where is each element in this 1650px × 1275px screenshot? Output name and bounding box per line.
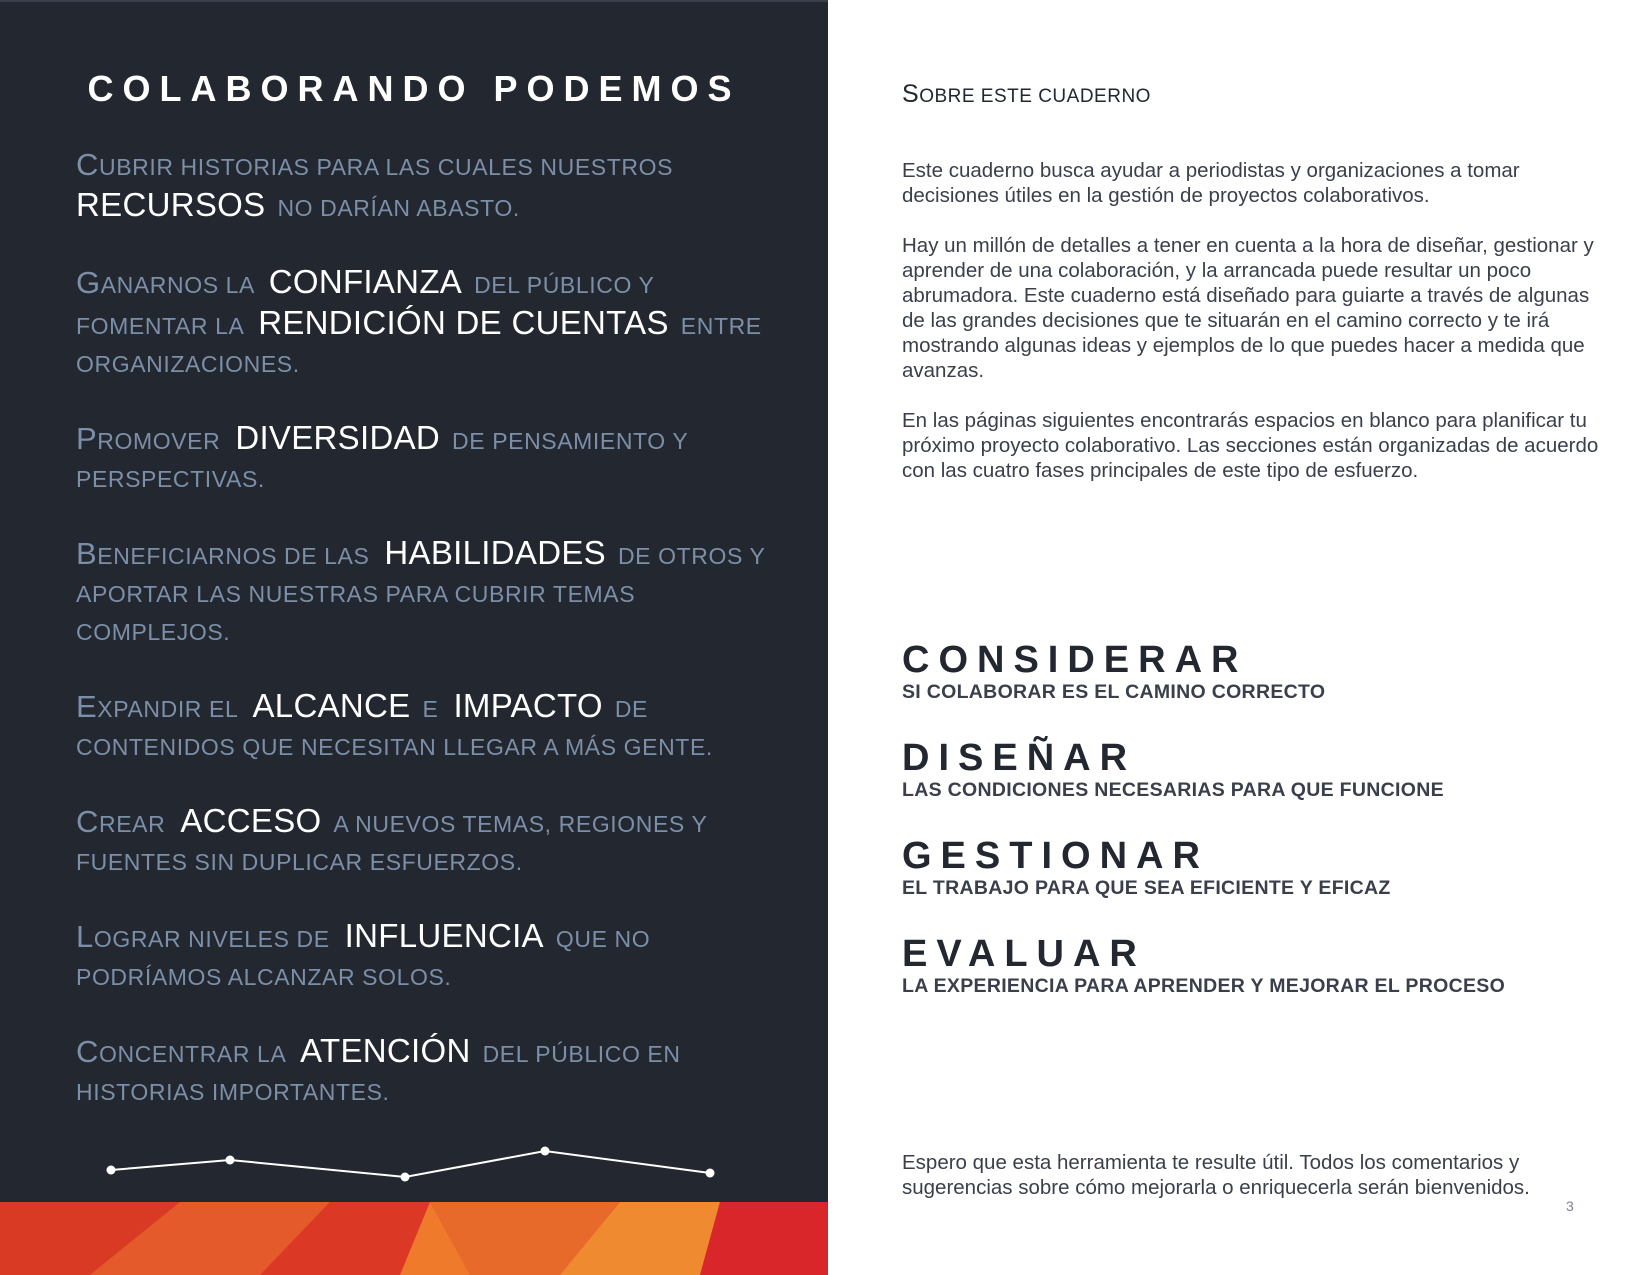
benefit-text: DEL PÚBLICO EN HISTORIAS IMPORTANTES.	[76, 1041, 681, 1105]
benefit-text: DEL PÚBLICO Y FOMENTAR LA	[76, 272, 655, 339]
intro-text	[902, 158, 1602, 508]
section-title-text: OBRE ESTE CUADERNO	[919, 86, 1151, 107]
decorative-dot	[706, 1169, 715, 1178]
benefit-keyword: ALCANCE	[252, 687, 411, 724]
decorative-line-graphic	[0, 1130, 828, 1200]
benefit-initial: P	[76, 421, 98, 456]
benefit-item	[76, 146, 776, 227]
benefit-keyword: HABILIDADES	[384, 534, 606, 571]
benefit-item	[76, 1032, 776, 1111]
phase-description: LAS CONDICIONES NECESARIAS PARA QUE FUNCIONE	[902, 779, 1444, 801]
benefit-keyword: ACCESO	[180, 802, 322, 839]
benefits-list	[76, 146, 776, 1147]
top-divider	[0, 0, 828, 2]
benefit-text: ONCENTRAR LA	[99, 1041, 286, 1067]
benefit-keyword: INFLUENCIA	[344, 917, 544, 954]
benefit-keyword: DIVERSIDAD	[235, 419, 441, 456]
page-title: COLABORANDO PODEMOS	[87, 68, 741, 109]
benefit-text: DE CONTENIDOS QUE NECESITAN LLEGAR A MÁS GENTE.	[76, 696, 713, 760]
benefit-item	[76, 263, 776, 383]
intro-paragraph: Hay un millón de detalles a tener en cuenta a la hora de diseñar, gestionar y aprender de una colaboración, y la arrancada puede resultar un poco abrumadora. Este cuaderno está diseñado para guiarte a través de algunas de las grandes decisiones que te situarán en el camino correcto y te irá mostrando algunas ideas y ejemplos de lo que puedes hacer a medida que avanzas.	[902, 234, 1594, 382]
section-title-initial: S	[902, 80, 920, 108]
benefit-text: ENEFICIARNOS DE LAS	[97, 543, 370, 569]
benefit-item	[76, 917, 776, 996]
intro-paragraph: En las páginas siguientes encontrarás espacios en blanco para planificar tu próximo proyecto colaborativo. Las secciones están organizadas de acuerdo con las cuatro fases principales de este tipo de esfuerzo.	[902, 409, 1599, 482]
benefit-text: ANARNOS LA	[100, 272, 254, 298]
benefit-initial: B	[76, 536, 98, 571]
benefit-text: ROMOVER	[97, 428, 221, 454]
right-panel	[828, 0, 1650, 1275]
benefit-keyword: IMPACTO	[453, 687, 603, 724]
section-title	[902, 80, 1151, 109]
phase-item	[902, 934, 1622, 998]
phases-list	[902, 640, 1622, 1032]
closing-note: Espero que esta herramienta te resulte útil. Todos los comentarios y sugerencias sobre cómo mejorarla o enriquecerla serán bienvenidos.	[902, 1151, 1530, 1199]
benefit-text: REAR	[99, 811, 166, 837]
benefit-keyword: CONFIANZA	[268, 263, 463, 300]
benefit-text: A NUEVOS TEMAS, REGIONES Y FUENTES SIN DUPLICAR ESFUERZOS.	[76, 811, 707, 875]
benefit-text: QUE NO PODRÍAMOS ALCANZAR SOLOS.	[76, 926, 651, 990]
phase-description: EL TRABAJO PARA QUE SEA EFICIENTE Y EFICAZ	[902, 877, 1391, 899]
benefit-keyword: RENDICIÓN DE CUENTAS	[258, 304, 669, 341]
benefit-initial: C	[76, 147, 99, 182]
benefit-initial: C	[76, 1034, 99, 1069]
benefit-initial: C	[76, 804, 99, 839]
phase-name: EVALUAR	[902, 933, 1146, 975]
decorative-dot	[541, 1147, 550, 1156]
phase-name: CONSIDERAR	[902, 639, 1248, 681]
benefit-initial: E	[76, 689, 98, 724]
benefit-text: DE OTROS Y APORTAR LAS NUESTRAS PARA CUBRIR TEMAS COMPLEJOS.	[76, 543, 765, 645]
benefit-keyword: ATENCIÓN	[300, 1032, 471, 1069]
benefit-keyword: RECURSOS	[76, 186, 266, 223]
benefit-item	[76, 687, 776, 766]
benefit-initial: G	[76, 265, 101, 300]
benefit-text: XPANDIR EL	[97, 696, 238, 722]
benefit-item	[76, 802, 776, 881]
phase-name: DISEÑAR	[902, 737, 1137, 779]
benefit-text: NO DARÍAN ABASTO.	[277, 195, 520, 221]
benefit-text: OGRAR NIVELES DE	[93, 926, 330, 952]
benefit-item	[76, 534, 776, 651]
phase-name: GESTIONAR	[902, 835, 1209, 877]
phase-description: SI COLABORAR ES EL CAMINO CORRECTO	[902, 681, 1326, 703]
benefit-text: ENTRE ORGANIZACIONES.	[76, 313, 762, 377]
decorative-dot	[401, 1173, 410, 1182]
decorative-polyline	[111, 1151, 710, 1177]
benefit-text: DE PENSAMIENTO Y PERSPECTIVAS.	[76, 428, 688, 492]
benefit-initial: L	[76, 919, 94, 954]
page-number: 3	[1566, 1198, 1574, 1214]
benefit-text: E	[422, 696, 439, 722]
phase-item	[902, 640, 1622, 704]
decorative-polygon-band	[0, 1202, 828, 1275]
phase-description: LA EXPERIENCIA PARA APRENDER Y MEJORAR EL PROCESO	[902, 975, 1506, 997]
phase-item	[902, 836, 1622, 900]
band-shape	[700, 1202, 828, 1275]
benefit-text: UBRIR HISTORIAS PARA LAS CUALES NUESTROS	[99, 154, 674, 180]
decorative-dot	[226, 1156, 235, 1165]
intro-paragraph: Este cuaderno busca ayudar a periodistas y organizaciones a tomar decisiones útiles en la gestión de proyectos colaborativos.	[902, 159, 1520, 207]
benefit-item	[76, 419, 776, 498]
phase-item	[902, 738, 1622, 802]
decorative-dot	[107, 1166, 116, 1175]
